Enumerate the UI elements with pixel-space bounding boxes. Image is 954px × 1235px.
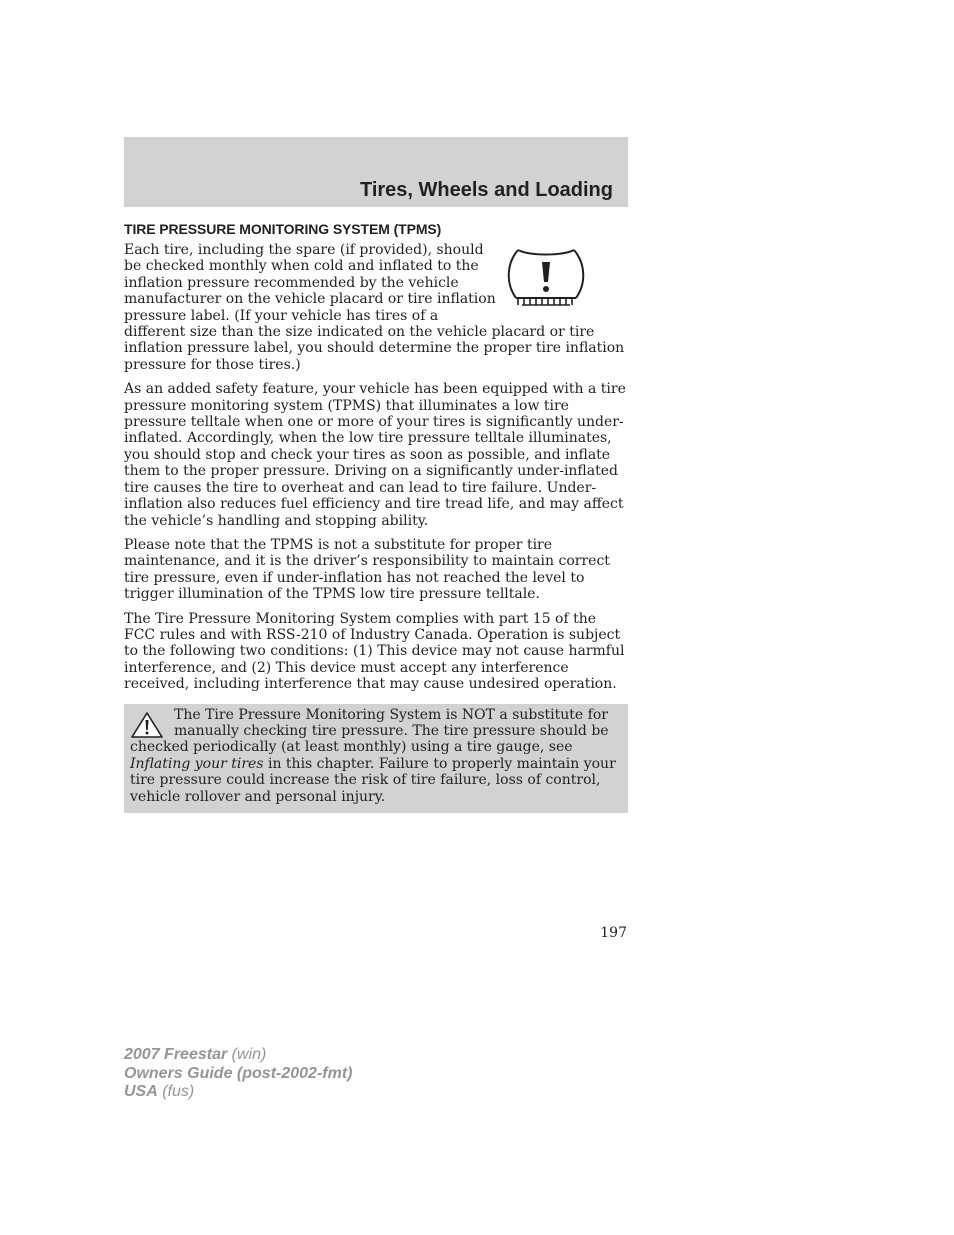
warning-triangle-icon — [130, 711, 164, 739]
footer-market-code: (fus) — [157, 1083, 195, 1100]
paragraph-tpms-not-substitute: Please note that the TPMS is not a substitute for proper tire maintenance, and it is the driver’s responsibility to maintain correct tire pressure, even if under-inflation has not reached the level to trigger illumination of the TPMS low tire pressure telltale. — [124, 536, 610, 603]
page-number: 197 — [600, 925, 627, 941]
paragraph-tire-check: Each tire, including the spare (if provided), should be checked monthly when cold and inflated to the inflation pressure recommended by the vehicle manufacturer on the vehicle placard or tire inflation pressure label. (If your vehicle has tires of a different size than the size indicated on the vehicle placard or tire inflation pressure label, you should determine the proper tire inflation pressure for those tires.) — [124, 242, 625, 373]
section-heading: TIRE PRESSURE MONITORING SYSTEM (TPMS) — [124, 221, 442, 237]
footer-line-2 — [124, 1065, 352, 1084]
page-content — [124, 220, 628, 813]
footer-model-code: (win) — [227, 1046, 267, 1063]
footer-line-3 — [124, 1083, 352, 1102]
inflating-tires-reference: Inflating your tires — [130, 755, 264, 772]
warning-box — [124, 704, 628, 813]
paragraph-tpms-feature: As an added safety feature, your vehicle has been equipped with a tire pressure monitoring system (TPMS) that illuminates a low tire pressure telltale when one or more of your tires is significantly under-inflated. Accordingly, when the low tire pressure telltale illuminates, you should stop and check your tires as soon as possible, and inflate them to the proper pressure. Driving on a significantly under-inflated tire causes the tire to overheat and can lead to tire failure. Under-inflation also reduces fuel efficiency and tire tread life, and may affect the vehicle’s handling and stopping ability. — [124, 381, 626, 529]
document-footer — [124, 1046, 352, 1102]
footer-guide-title: Owners Guide (post-2002-fmt) — [124, 1064, 353, 1082]
paragraph-fcc-compliance: The Tire Pressure Monitoring System complies with part 15 of the FCC rules and with RSS-210 of Industry Canada. Operation is subject to the following two conditions: (1) This device may not cause harmful interference, and (2) This device must accept any interference received, including interference that may cause undesired operation. — [124, 610, 625, 693]
warning-text-before: The Tire Pressure Monitoring System is NOT a substitute for manually checking tire pressure. The tire pressure should be checked periodically (at least monthly) using a tire gauge, see — [130, 706, 609, 756]
footer-market: USA — [124, 1083, 158, 1100]
warning-text-after: in this chapter. Failure to properly maintain your tire pressure could increase the risk of tire failure, loss of control, vehicle rollover and personal injury. — [130, 755, 616, 805]
chapter-title: Tires, Wheels and Loading — [359, 179, 613, 201]
footer-line-1 — [124, 1046, 352, 1065]
chapter-header — [124, 137, 628, 207]
tpms-low-tire-pressure-icon — [506, 244, 586, 312]
footer-model: 2007 Freestar — [124, 1046, 228, 1063]
